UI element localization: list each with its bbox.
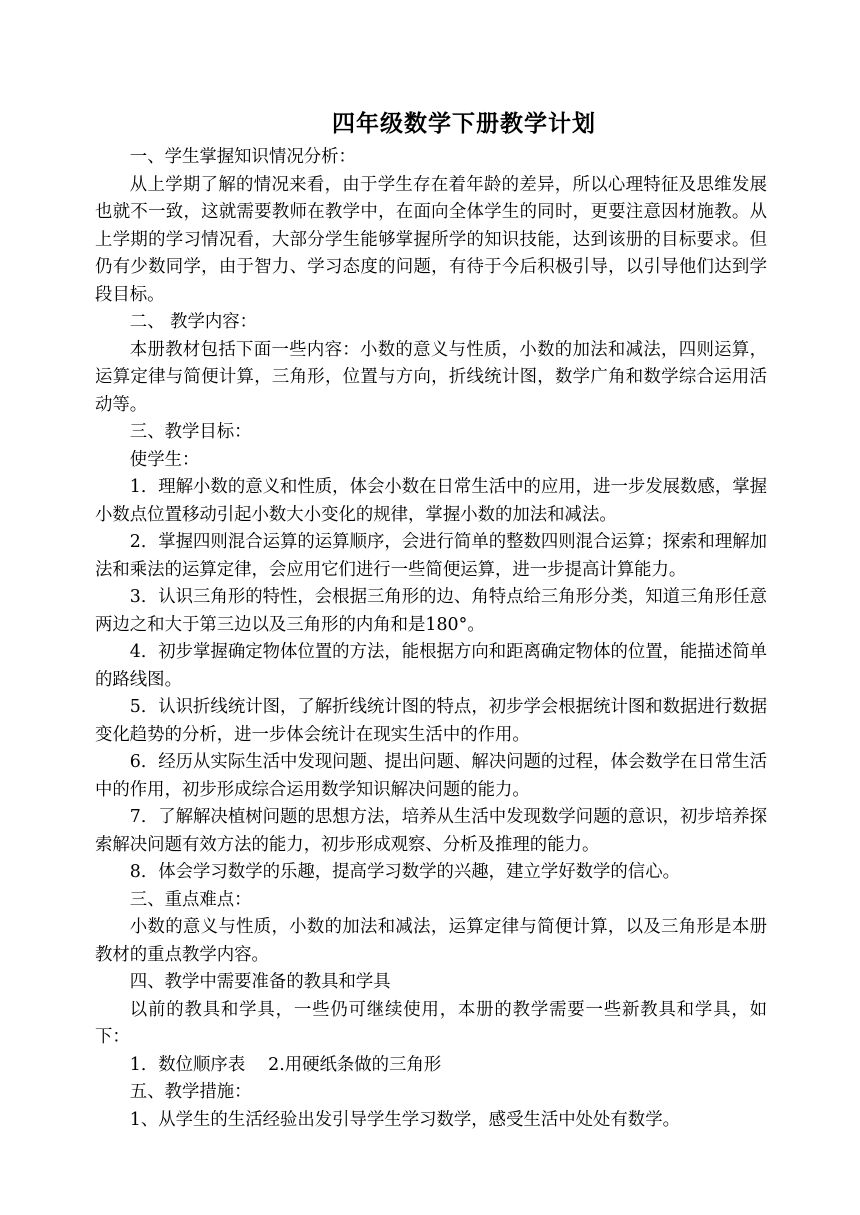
- list-item: 2．掌握四则混合运算的运算顺序，会进行简单的整数四则混合运算；探索和理解加法和乘法的运算定律，会应用它们进行一些简便运算，进一步提高计算能力。: [95, 532, 767, 580]
- paragraph: 使学生：: [129, 449, 200, 470]
- section-heading-5: 四、教学中需要准备的教具和学具: [129, 972, 391, 992]
- list-item: 1．理解小数的意义和性质，体会小数在日常生活中的应用，进一步发展数感，掌握小数点位置移动引起小数大小变化的规律，掌握小数的加法和减法。: [95, 477, 767, 525]
- list-item: 8．体会学习数学的乐趣，提高学习数学的兴趣，建立学好数学的信心。: [129, 862, 680, 882]
- list-item: 7．了解解决植树问题的思想方法，培养从生活中发现数学问题的意识，初步培养探索解决问题有效方法的能力，初步形成观察、分析及推理的能力。: [95, 807, 767, 855]
- list-item: 1．数位顺序表 2.用硬纸条做的三角形: [129, 1054, 442, 1075]
- paragraph: 从上学期了解的情况来看，由于学生存在着年龄的差异，所以心理特征及思维发展也就不一致，这就需要教师在教学中，在面向全体学生的同时，更要注意因材施教。从上学期的学习情况看，大部分学生能够掌握所学的知识技能，达到该册的目标要求。但仍有少数同学，由于智力、学习态度的问题，有待于今后积极引导，以引导他们达到学段目标。: [95, 174, 767, 305]
- list-item: 1、从学生的生活经验出发引导学生学习数学，感受生活中处处有数学。: [129, 1109, 680, 1130]
- paragraph: 以前的教具和学具，一些仍可继续使用，本册的教学需要一些新教具和学具，如下：: [95, 999, 767, 1047]
- paragraph: 本册教材包括下面一些内容：小数的意义与性质，小数的加法和减法，四则运算，运算定律与简便计算，三角形，位置与方向，折线统计图，数学广角和数学综合运用活动等。: [95, 339, 767, 415]
- section-heading-4: 三、重点难点：: [129, 889, 252, 910]
- section-heading-6: 五、教学措施：: [129, 1082, 252, 1102]
- list-item: 4．初步掌握确定物体位置的方法，能根据方向和距离确定物体的位置，能描述简单的路线图。: [95, 642, 767, 690]
- document-title: 四年级数学下册教学计划: [332, 110, 596, 137]
- section-heading-2: 二、 教学内容：: [129, 312, 258, 332]
- section-heading-3: 三、教学目标：: [129, 422, 252, 442]
- document-body: [95, 144, 767, 1134]
- list-item: 3．认识三角形的特性，会根据三角形的边、角特点给三角形分类，知道三角形任意两边之和大于第三边以及三角形的内角和是180°。: [95, 587, 767, 635]
- paragraph: 小数的意义与性质，小数的加法和减法，运算定律与简便计算，以及三角形是本册教材的重点教学内容。: [95, 917, 767, 965]
- section-heading-1: 一、学生掌握知识情况分析：: [129, 147, 356, 167]
- list-item: 5．认识折线统计图，了解折线统计图的特点，初步学会根据统计图和数据进行数据变化趋势的分析，进一步体会统计在现实生活中的作用。: [95, 697, 767, 745]
- document-page: [95, 104, 767, 1134]
- list-item: 6．经历从实际生活中发现问题、提出问题、解决问题的过程，体会数学在日常生活中的作用，初步形成综合运用数学知识解决问题的能力。: [95, 752, 767, 800]
